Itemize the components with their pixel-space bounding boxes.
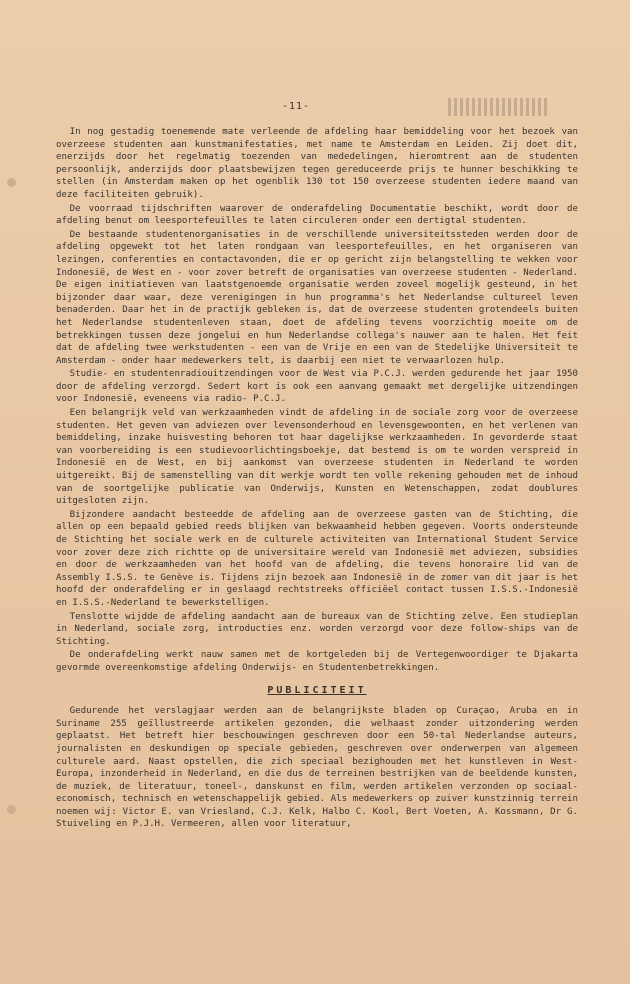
stamp-mark <box>448 98 548 116</box>
punch-hole <box>7 805 16 814</box>
paragraph: Gedurende het verslagjaar werden aan de belangrijkste bladen op Curaçao, Aruba en in Suriname 255 geïllustreerde artikelen gezonden, die welhaast zonder uitzondering werden geplaatst. Het betreft hier beschouwingen geschreven door een 50-tal Nederlandse auteurs, journalisten en deskundigen op speciale gebieden, geschreven over onderwerpen van algemeen culturele aard. Naast opstellen, die zich speciaal bezighouden met het kunstleven in West-Europa, inzonderheid in Nederland, en die dus de terreinen bestrijken van de beeldende kunsten, de muziek, de literatuur, toneel-, danskunst en film, werden artikelen verzonden op sociaal-economisch, technisch en wetenschappelijk gebied. Als medewerkers op zuiver kunstzinnig terrein noemen wij: Victor E. van Vriesland, C.J. Kelk, Halbo C. Kool, Bert Voeten, A. Kossmann, Dr G. Stuiveling en P.J.H. Vermeeren, allen voor literatuur, <box>56 706 578 830</box>
paragraph: In nog gestadig toenemende mate verleende de afdeling haar bemiddeling voor het bezoek van overzeese studenten aan kunstmanifestaties, met name te Amsterdam en Leiden. Zij doet dit, enerzijds door het regelmatig toezenden van mededelingen, hieromtrent aan de studenten persoonlijk, anderzijds door plaatsbewijzen tegen gereduceerde prijs te hunner beschikking te stellen (in Amsterdam maken op het ogenblik 130 tot 150 overzeese studenten iedere maand van deze faciliteiten gebruik). <box>56 127 578 200</box>
paragraph: Tenslotte wijdde de afdeling aandacht aan de bureaux van de Stichting zelve. Een studieplan in Nederland, sociale zorg, introducties enz. worden verzorgd voor deze follow-ships van de Stichting. <box>56 611 578 647</box>
section-heading: PUBLICITEIT <box>267 684 367 696</box>
page-number: -11- <box>282 101 311 112</box>
paragraph: Bijzondere aandacht besteedde de afdeling aan de overzeese gasten van de Stichting, die allen op een bepaald gebied reeds blijken van bekwaamheid hebben gegeven. Voorts ondersteunde de Stichting het sociale werk en de culturele activiteiten van International Student Service voor zover deze zich richtte op de universitaire wereld van Indonesië met adviezen, subsidies en door de werkzaamheden van het hoofd van de afdeling, die tevens honoraire lid van de Assembly I.S.S. te Genève is. Tijdens zijn bezoek aan Indonesië in de zomer van dit jaar is het hoofd der onderafdeling er in geslaagd rechtstreeks officiëel contact tussen I.S.S.-Indonesië en I.S.S.-Nederland te bewerkstelligen. <box>56 509 578 608</box>
paragraph: Studie- en studentenradiouitzendingen voor de West via P.C.J. werden gedurende het jaar 1950 door de afdeling verzorgd. Sedert kort is ook een aanvang gemaakt met dergelijke uitzendingen voor Indonesië, eveneens via radio- P.C.J. <box>56 369 578 405</box>
paragraph: De voorraad tijdschriften waarover de onderafdeling Documentatie beschikt, wordt door de afdeling benut om leesportefeuilles te laten circuleren onder een dertigtal studenten. <box>56 203 578 227</box>
paragraph: Een belangrijk veld van werkzaamheden vindt de afdeling in de sociale zorg voor de overzeese studenten. Het geven van adviezen over levensonderhoud en levensgewoonten, en het verlenen van bemiddeling, inzake huisvesting behoren tot haar dagelijkse werkzaamheden. In gevorderde staat van voorbereiding is een studievoorlichtingsboekje, dat bestemd is om te worden verspreid in Indonesië en de West, en bij aankomst van overzeese studenten in Nederland te worden uitgereikt. Bij de samenstelling van dit werkje wordt ten volle rekening gehouden met de inhoud van de soortgelijke publicatie van Onderwijs, Kunsten en Wetenschappen, zodat doublures uitgesloten zijn. <box>56 408 578 507</box>
paragraph: De bestaande studentenorganisaties in de verschillende universiteitssteden werden door de afdeling opgewekt tot het laten rondgaan van leesportefeuilles, en het organiseren van lezingen, conferenties en contactavonden, die er op gericht zijn belangstelling te wekken voor Indonesië, de West en - voor zover betreft de organisaties van overzeese studenten - Nederland. De eigen initiatieven van laatstgenoemde organisatie werden zoveel mogelijk gesteund, in het bijzonder daar waar, deze verenigingen in hun programma's het Nederlandse cultureel leven benaderden. Daar het in de practijk gebleken is, dat de overzeese studenten grotendeels buiten het Nederlandse studentenleven staan, doet de afdeling tevens voorzichtig moeite om de betrekkingen tussen deze jongelui en hun Nederlandse collega's nauwer aan te halen. Het feit dat de afdeling twee werkstudenten - een van de Vrije en een van de Stedelijke Universiteit te Amsterdam - onder haar medewerkers telt, is daarbij een niet te verwaarlozen hulp. <box>56 229 578 366</box>
paragraph: De onderafdeling werkt nauw samen met de kortgeleden bij de Vertegenwoordiger te Djakarta gevormde overeenkomstige afdeling Onderwijs- en Studentenbetrekkingen. <box>56 650 578 673</box>
punch-hole <box>7 178 16 187</box>
document-body <box>56 126 578 832</box>
